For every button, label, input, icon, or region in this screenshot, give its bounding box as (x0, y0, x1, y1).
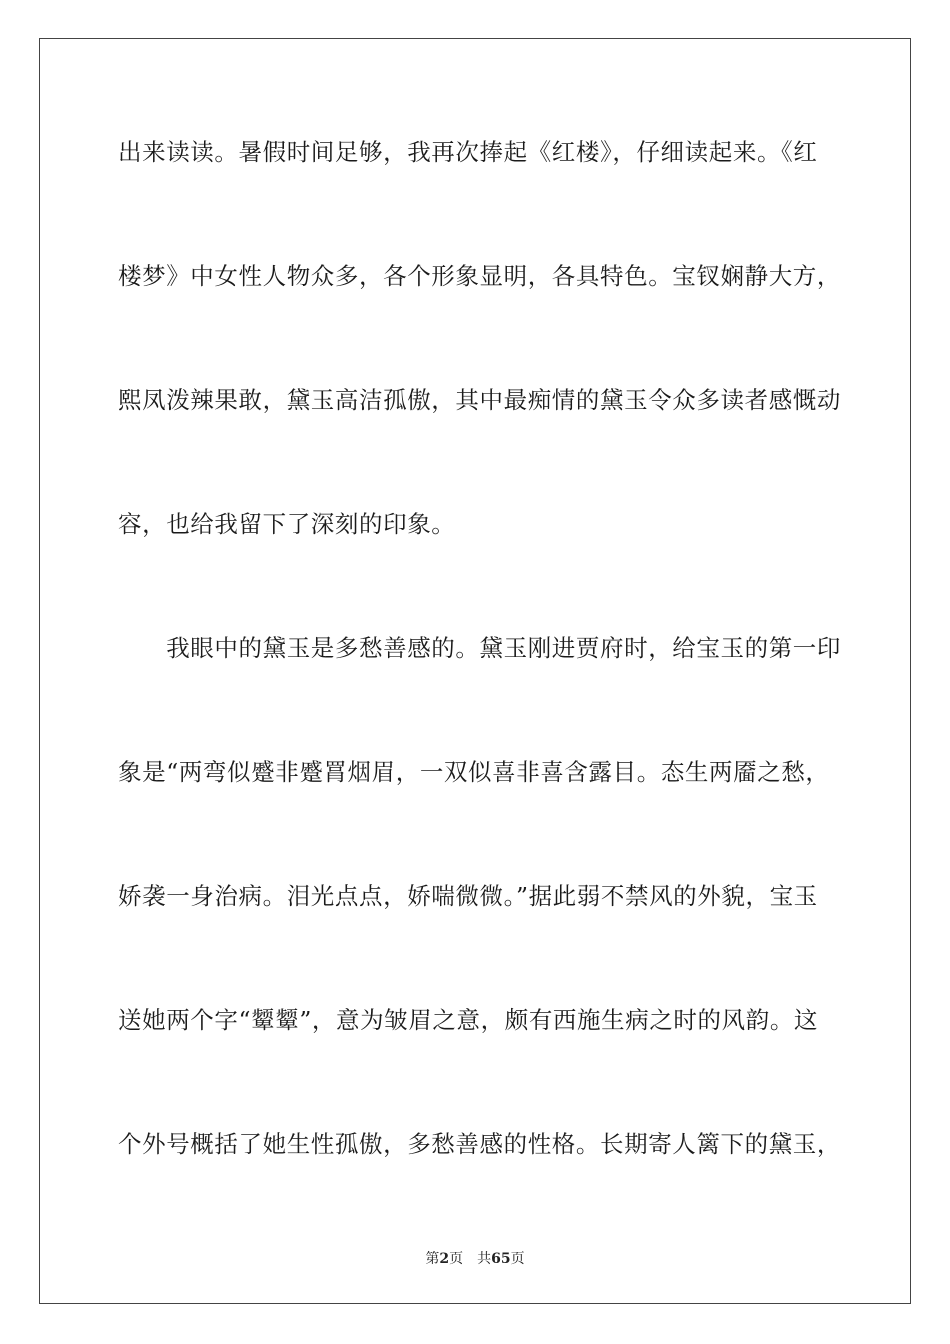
total-pages: 65 (491, 1251, 511, 1267)
page-number: 2 (439, 1251, 450, 1267)
text-line-9: 个外号概括了她生性孤傲，多愁善感的性格。长期寄人篱下的黛玉， (118, 1130, 841, 1158)
total-pages-suffix: 页 (510, 1251, 525, 1267)
text-line-3: 熙凤泼辣果敢，黛玉高洁孤傲，其中最痴情的黛玉令众多读者感慨动 (118, 386, 841, 414)
text-line-6: 象是“两弯似蹙非蹙罥烟眉，一双似喜非喜含露目。态生两靥之愁， (118, 758, 830, 786)
text-line-4: 容，也给我留下了深刻的印象。 (118, 510, 456, 538)
text-line-7: 娇袭一身治病。泪光点点，娇喘微微。”据此弱不禁风的外貌，宝玉 (118, 882, 818, 910)
page-number-suffix: 页 (449, 1251, 464, 1267)
text-line-1: 出来读读。暑假时间足够，我再次捧起《红楼》，仔细读起来。《红 (118, 138, 818, 166)
page-border (39, 38, 911, 1304)
text-line-5: 我眼中的黛玉是多愁善感的。黛玉刚进贾府时，给宝玉的第一印 (118, 634, 841, 662)
page-footer (0, 1248, 950, 1268)
total-pages-prefix: 共 (477, 1251, 492, 1267)
page-number-prefix: 第 (425, 1251, 440, 1267)
text-line-2: 楼梦》中女性人物众多，各个形象显明，各具特色。宝钗娴静大方， (118, 262, 841, 290)
text-line-8: 送她两个字“颦颦”，意为皱眉之意，颇有西施生病之时的风韵。这 (118, 1006, 819, 1034)
